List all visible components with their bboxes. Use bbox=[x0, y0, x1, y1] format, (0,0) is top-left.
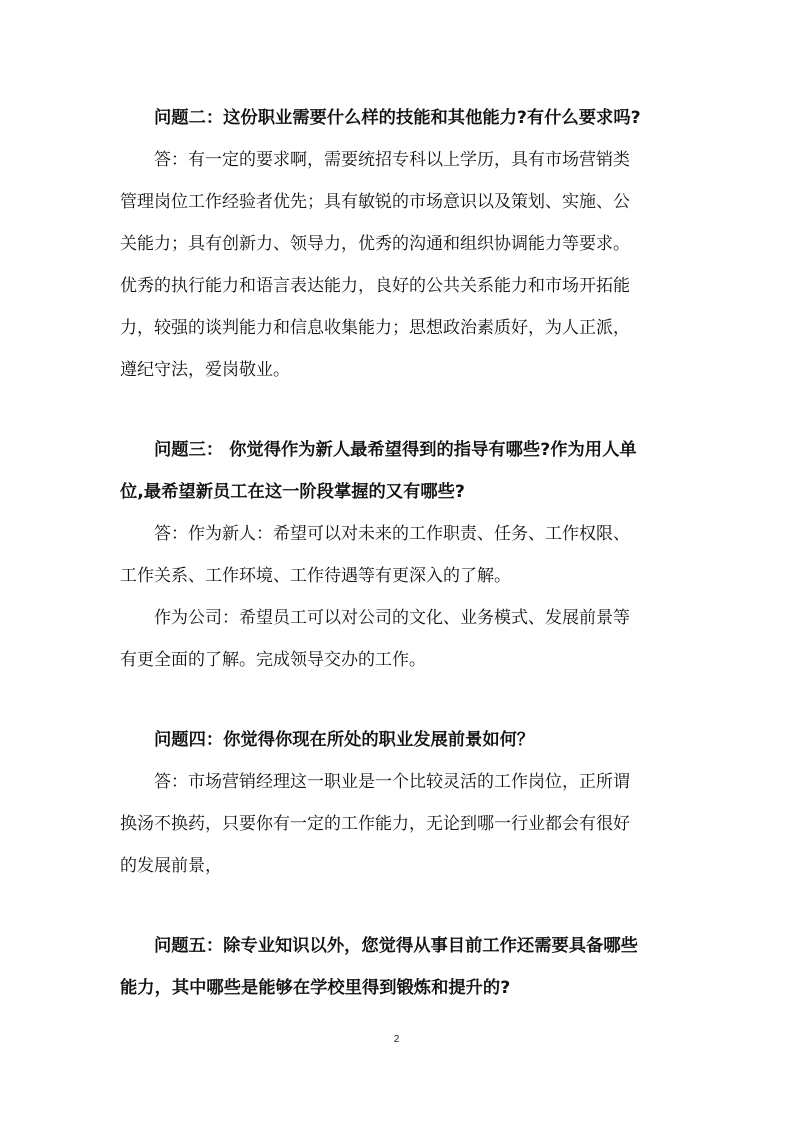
question-3-answer-line: 答：作为新人：希望可以对未来的工作职责、任务、工作权限、 bbox=[154, 524, 630, 544]
paragraph-spacer bbox=[120, 887, 676, 925]
question-4-answer-line: 的发展前景， bbox=[120, 856, 222, 876]
question-3-answer-line: 作为公司：希望员工可以对公司的文化、业务模式、发展前景等 bbox=[154, 608, 630, 628]
question-5-heading-continued: 能力，其中哪些是能够在学校里得到锻炼和提升的? bbox=[120, 978, 511, 998]
question-3-heading: 问题三： 你觉得作为新人最希望得到的指导有哪些?作为用人单 bbox=[154, 440, 637, 460]
question-2-answer-line: 优秀的执行能力和语言表达能力，良好的公共关系能力和市场开拓能 bbox=[120, 276, 630, 296]
question-2-answer-line: 力，较强的谈判能力和信息收集能力；思想政治素质好，为人正派， bbox=[120, 318, 630, 338]
question-5-heading: 问题五：除专业知识以外，您觉得从事目前工作还需要具备哪些 bbox=[154, 936, 638, 956]
page-body bbox=[120, 97, 676, 1009]
question-3-answer-line: 工作关系、工作环境、工作待遇等有更深入的了解。 bbox=[120, 566, 511, 586]
question-2-answer-line: 遵纪守法，爱岗敬业。 bbox=[120, 360, 290, 380]
question-3-answer-line: 有更全面的了解。完成领导交办的工作。 bbox=[120, 650, 426, 670]
question-2-answer-line: 答：有一定的要求啊，需要统招专科以上学历，具有市场营销类 bbox=[154, 150, 630, 170]
paragraph-spacer bbox=[120, 391, 676, 429]
question-2-answer-line: 管理岗位工作经验者优先；具有敏锐的市场意识以及策划、实施、公 bbox=[120, 192, 630, 212]
paragraph-spacer bbox=[120, 681, 676, 719]
question-2-answer-line: 关能力；具有创新力、领导力，优秀的沟通和组织协调能力等要求。 bbox=[120, 234, 630, 254]
page-number: 2 bbox=[393, 1034, 400, 1045]
question-4-answer-line: 换汤不换药，只要你有一定的工作能力，无论到哪一行业都会有很好 bbox=[120, 814, 630, 834]
question-4-answer-line: 答：市场营销经理这一职业是一个比较灵活的工作岗位，正所谓 bbox=[154, 772, 630, 792]
question-4-heading: 问题四：你觉得你现在所处的职业发展前景如何？ bbox=[154, 730, 535, 750]
question-3-heading-continued: 位,最希望新员工在这一阶段掌握的又有哪些? bbox=[120, 482, 465, 502]
question-2-heading: 问题二：这份职业需要什么样的技能和其他能力?有什么要求吗? bbox=[154, 108, 641, 128]
